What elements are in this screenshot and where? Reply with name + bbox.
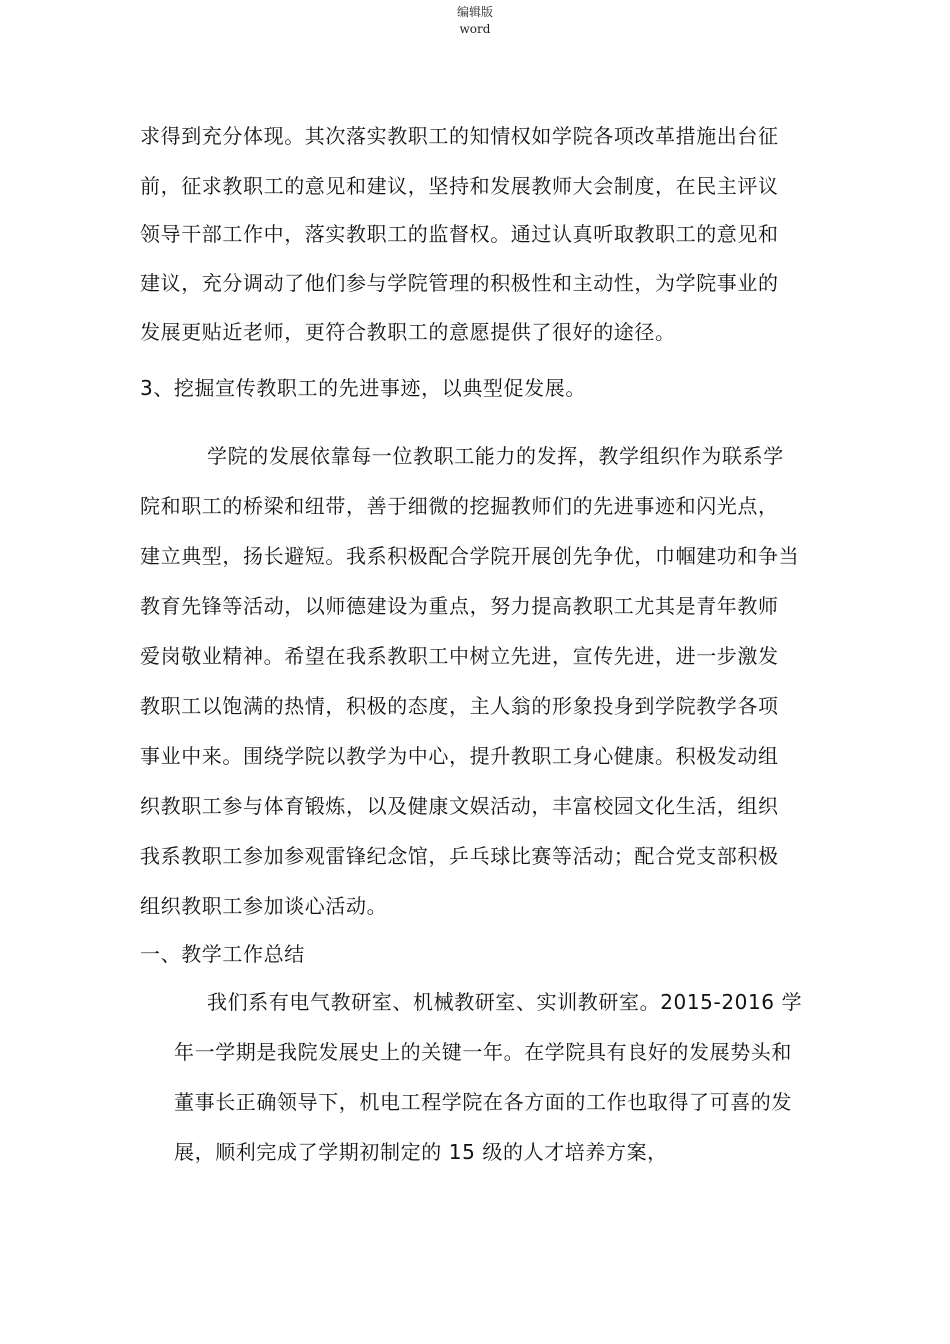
body-line: 领导干部工作中，落实教职工的监督权。通过认真听取教职工的意见和 (140, 222, 779, 246)
body-line: 建立典型，扬长避短。我系积极配合学院开展创先争优，巾帼建功和争当 (140, 544, 800, 568)
body-line: 我们系有电气教研室、机械教研室、实训教研室。2015-2016 学 (207, 990, 803, 1014)
section-heading: 一、教学工作总结 (140, 942, 305, 966)
body-line: 事业中来。围绕学院以教学为中心，提升教职工身心健康。积极发动组 (140, 744, 779, 768)
body-line: 前，征求教职工的意见和建议，坚持和发展教师大会制度，在民主评议 (140, 174, 779, 198)
body-line: 织教职工参与体育锻炼，以及健康文娱活动，丰富校园文化生活，组织 (140, 794, 779, 818)
body-line: 学院的发展依靠每一位教职工能力的发挥，教学组织作为联系学 (207, 444, 784, 468)
body-line: 发展更贴近老师，更符合教职工的意愿提供了很好的途径。 (140, 320, 676, 344)
body-line: 董事长正确领导下，机电工程学院在各方面的工作也取得了可喜的发 (174, 1090, 792, 1114)
page-header (0, 4, 950, 38)
body-line: 组织教职工参加谈心活动。 (140, 894, 388, 918)
section-heading: 3、挖掘宣传教职工的先进事迹，以典型促发展。 (140, 376, 586, 400)
body-line: 教育先锋等活动，以师德建设为重点，努力提高教职工尤其是青年教师 (140, 594, 779, 618)
body-line: 建议，充分调动了他们参与学院管理的积极性和主动性，为学院事业的 (140, 271, 779, 295)
body-line: 教职工以饱满的热情，积极的态度，主人翁的形象投身到学院教学各项 (140, 694, 779, 718)
header-subtitle: word (459, 22, 491, 36)
header-title: 编辑版 (456, 5, 493, 19)
body-line: 爱岗敬业精神。希望在我系教职工中树立先进，宣传先进，进一步激发 (140, 644, 779, 668)
body-line: 求得到充分体现。其次落实教职工的知情权如学院各项改革措施出台征 (140, 124, 779, 148)
body-line: 院和职工的桥梁和纽带，善于细微的挖掘教师们的先进事迹和闪光点， (140, 494, 779, 518)
body-line: 展，顺利完成了学期初制定的 15 级的人才培养方案， (174, 1140, 668, 1164)
body-line: 我系教职工参加参观雷锋纪念馆，乒乓球比赛等活动；配合党支部积极 (140, 844, 779, 868)
body-line: 年一学期是我院发展史上的关键一年。在学院具有良好的发展势头和 (174, 1040, 792, 1064)
